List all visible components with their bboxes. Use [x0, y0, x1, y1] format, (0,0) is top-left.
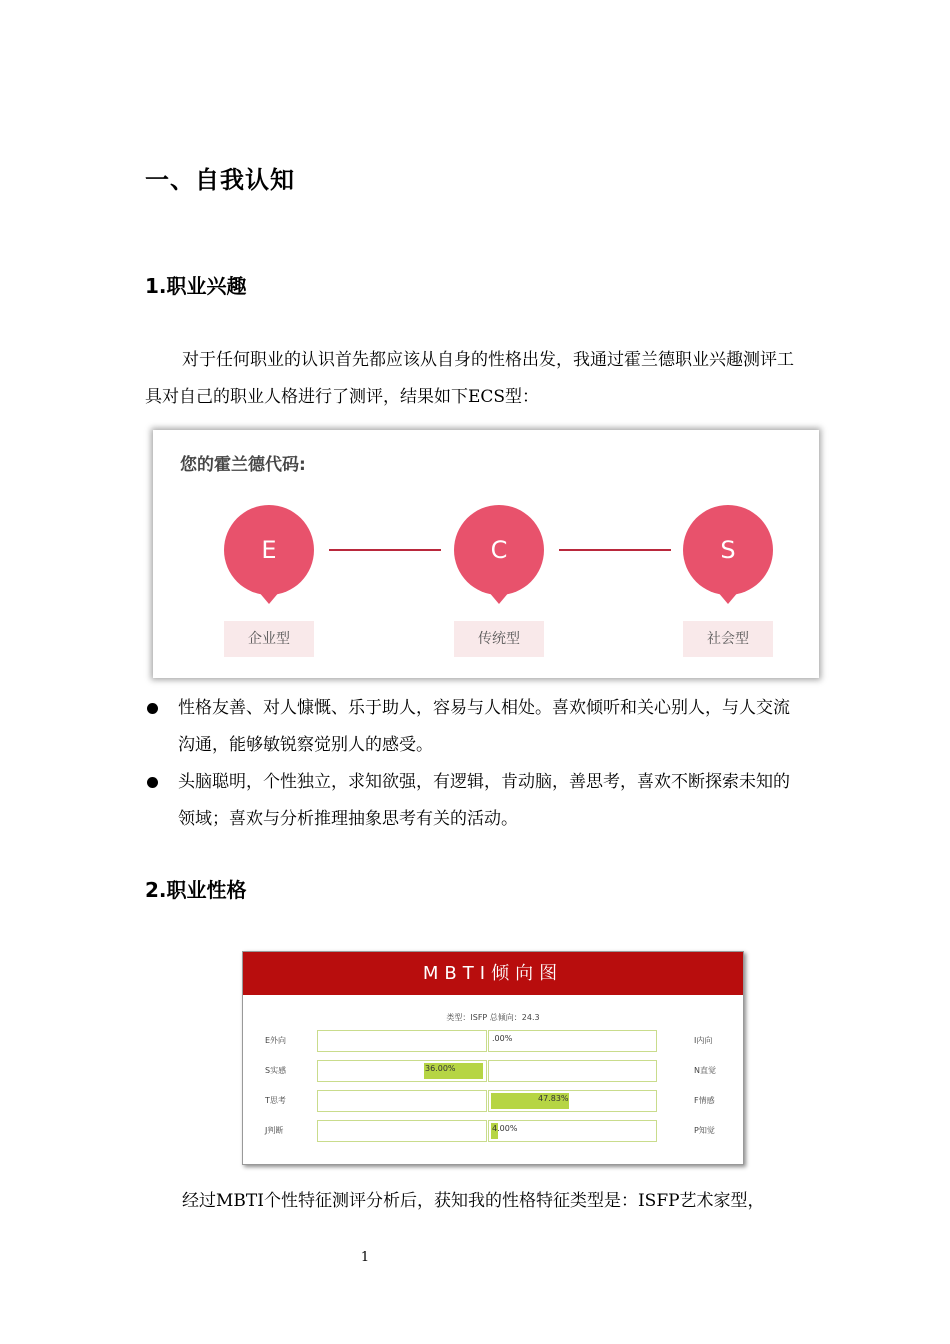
- bar-track-right: [488, 1030, 657, 1052]
- list-item-text: 头脑聪明，个性独立，求知欲强，有逻辑，肯动脑，善思考，喜欢不断探索未知的领域；喜欢与分析推理抽象思考有关的活动。: [178, 772, 790, 829]
- dimension-left-label: J判断: [265, 1126, 284, 1135]
- dimension-right-label: F情感: [694, 1096, 715, 1105]
- dimension-left-label: E外向: [265, 1036, 287, 1045]
- subsection-title-personality: 2.职业性格: [145, 878, 247, 902]
- bullet-icon: [147, 777, 158, 788]
- bar-value-label: .00%: [492, 1034, 513, 1043]
- intro-paragraph: [145, 342, 805, 416]
- pointer-icon: [258, 591, 280, 604]
- node-letter: E: [261, 536, 277, 564]
- subsection-title-interest: 1.职业兴趣: [145, 274, 247, 298]
- mbti-row-tf: [243, 1090, 743, 1112]
- page-number: 1: [360, 1250, 370, 1265]
- holland-figure-title: 您的霍兰德代码:: [180, 455, 306, 475]
- dimension-left-label: S实感: [265, 1066, 287, 1075]
- dimension-right-label: N直觉: [694, 1066, 716, 1075]
- list-item: [145, 690, 805, 764]
- holland-label-conventional: 传统型: [454, 621, 544, 657]
- bar-track-right: [488, 1090, 657, 1112]
- connector-line: [329, 549, 441, 551]
- mbti-row-jp: [243, 1120, 743, 1142]
- holland-code-figure: [153, 430, 819, 678]
- bar-track-left: [317, 1060, 487, 1082]
- section-title: 一、自我认知: [145, 166, 295, 194]
- list-item: [145, 764, 805, 838]
- holland-node-s: [683, 505, 773, 595]
- node-letter: S: [720, 536, 736, 564]
- mbti-chart-title: MBTI倾向图: [243, 952, 743, 995]
- holland-label-social: 社会型: [683, 621, 773, 657]
- mbti-result-text: 经过MBTI个性特征测评分析后，获知我的性格特征类型是：ISFP艺术家型，: [182, 1191, 765, 1211]
- bar-value-label: 47.83%: [538, 1094, 569, 1103]
- holland-node-e: [224, 505, 314, 595]
- holland-node-c: [454, 505, 544, 595]
- intro-text: 对于任何职业的认识首先都应该从自身的性格出发，我通过霍兰德职业兴趣测评工具对自己的职业人格进行了测评，结果如下ECS型：: [145, 350, 794, 407]
- bullet-icon: [147, 703, 158, 714]
- bar-value-label: 36.00%: [425, 1064, 456, 1073]
- trait-list: [145, 690, 805, 838]
- bar-track-left: [317, 1090, 487, 1112]
- dimension-right-label: I内向: [694, 1036, 713, 1045]
- bar-track-left: [317, 1030, 487, 1052]
- mbti-chart: [242, 951, 744, 1165]
- list-item-text: 性格友善、对人慷慨、乐于助人，容易与人相处。喜欢倾听和关心别人，与人交流沟通，能够敏锐察觉别人的感受。: [178, 698, 790, 755]
- mbti-chart-subtitle: 类型：ISFP 总倾向：24.3: [446, 1013, 540, 1022]
- holland-label-enterprise: 企业型: [224, 621, 314, 657]
- bar-track-right: [488, 1060, 657, 1082]
- connector-line: [559, 549, 671, 551]
- bar-value-label: 4.00%: [492, 1124, 518, 1133]
- pointer-icon: [488, 591, 510, 604]
- node-letter: C: [490, 536, 508, 564]
- bar-track-left: [317, 1120, 487, 1142]
- dimension-left-label: T思考: [265, 1096, 286, 1105]
- mbti-row-sn: [243, 1060, 743, 1082]
- dimension-right-label: P知觉: [694, 1126, 715, 1135]
- mbti-row-ei: [243, 1030, 743, 1052]
- mbti-result-paragraph: [145, 1183, 845, 1220]
- pointer-icon: [717, 591, 739, 604]
